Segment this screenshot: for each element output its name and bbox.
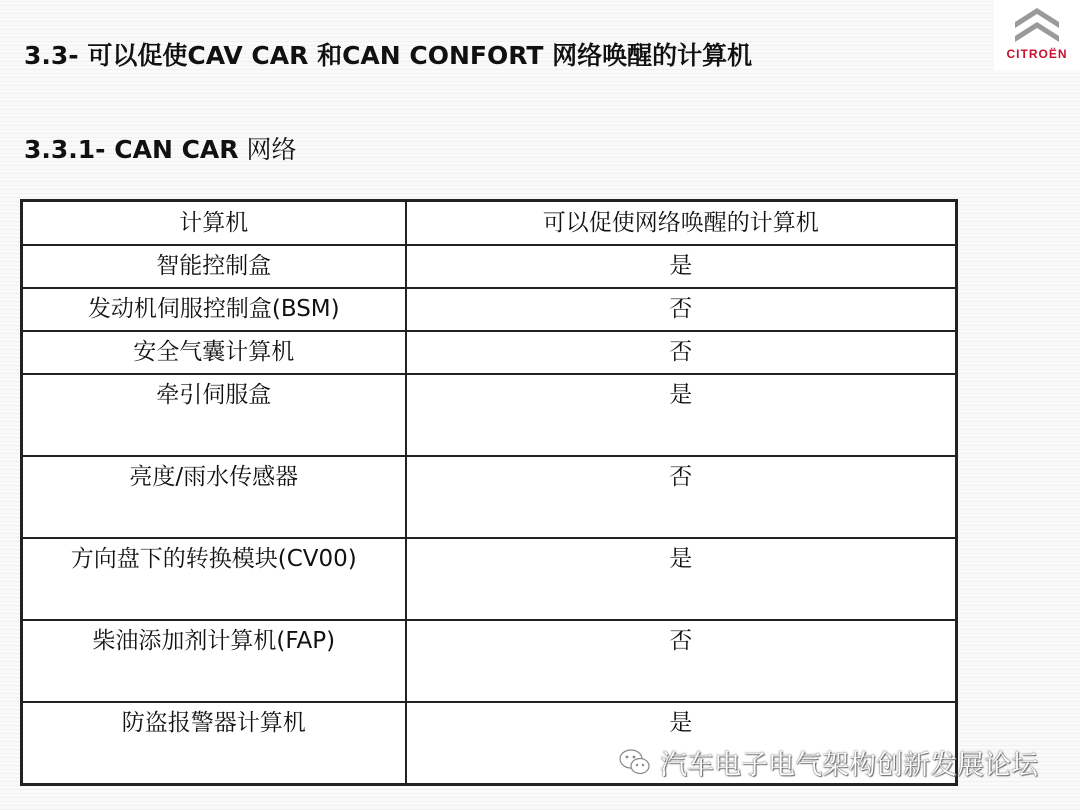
computer-name-cell: 柴油添加剂计算机(FAP) xyxy=(22,620,406,702)
wakeup-value-cell: 是 xyxy=(406,538,957,620)
page-title: 3.3- 可以促使CAV CAR 和CAN CONFORT 网络唤醒的计算机 xyxy=(24,41,753,70)
computer-name-cell: 方向盘下的转换模块(CV00) xyxy=(22,538,406,620)
wakeup-value-cell: 否 xyxy=(406,331,957,374)
section-number: 3.3.1- CAN CAR xyxy=(24,135,239,164)
computer-name-cell: 安全气囊计算机 xyxy=(22,331,406,374)
computer-name-cell: 牵引伺服盒 xyxy=(22,374,406,456)
wakeup-value-cell: 否 xyxy=(406,288,957,331)
logo-wordmark: CITROËN xyxy=(1006,47,1068,61)
computer-name-cell: 智能控制盒 xyxy=(22,245,406,288)
citroen-logo xyxy=(994,0,1080,70)
table-row xyxy=(22,245,957,288)
computer-name-cell: 防盗报警器计算机 xyxy=(22,702,406,785)
watermark-text: 汽车电子电气架构创新发展论坛 xyxy=(660,749,1038,781)
wakeup-value-cell: 是 xyxy=(406,245,957,288)
computer-name-cell: 发动机伺服控制盒(BSM) xyxy=(22,288,406,331)
column-header-wakeup: 可以促使网络唤醒的计算机 xyxy=(406,201,957,246)
wakeup-value-cell: 是 xyxy=(406,702,957,785)
table-row xyxy=(22,620,957,702)
table-row xyxy=(22,374,957,456)
computer-table xyxy=(20,199,958,786)
section-subtitle xyxy=(24,130,296,166)
wakeup-value-cell: 否 xyxy=(406,620,957,702)
section-label: 网络 xyxy=(238,135,297,164)
table-row xyxy=(22,331,957,374)
wakeup-value-cell: 否 xyxy=(406,456,957,538)
wechat-icon xyxy=(618,747,652,777)
table-row xyxy=(22,288,957,331)
table-row xyxy=(22,456,957,538)
table-header-row xyxy=(22,201,957,246)
table-row xyxy=(22,538,957,620)
watermark xyxy=(618,744,1038,780)
double-chevron-icon xyxy=(1012,2,1062,44)
computer-name-cell: 亮度/雨水传感器 xyxy=(22,456,406,538)
wakeup-value-cell: 是 xyxy=(406,374,957,456)
column-header-computer: 计算机 xyxy=(22,201,406,246)
